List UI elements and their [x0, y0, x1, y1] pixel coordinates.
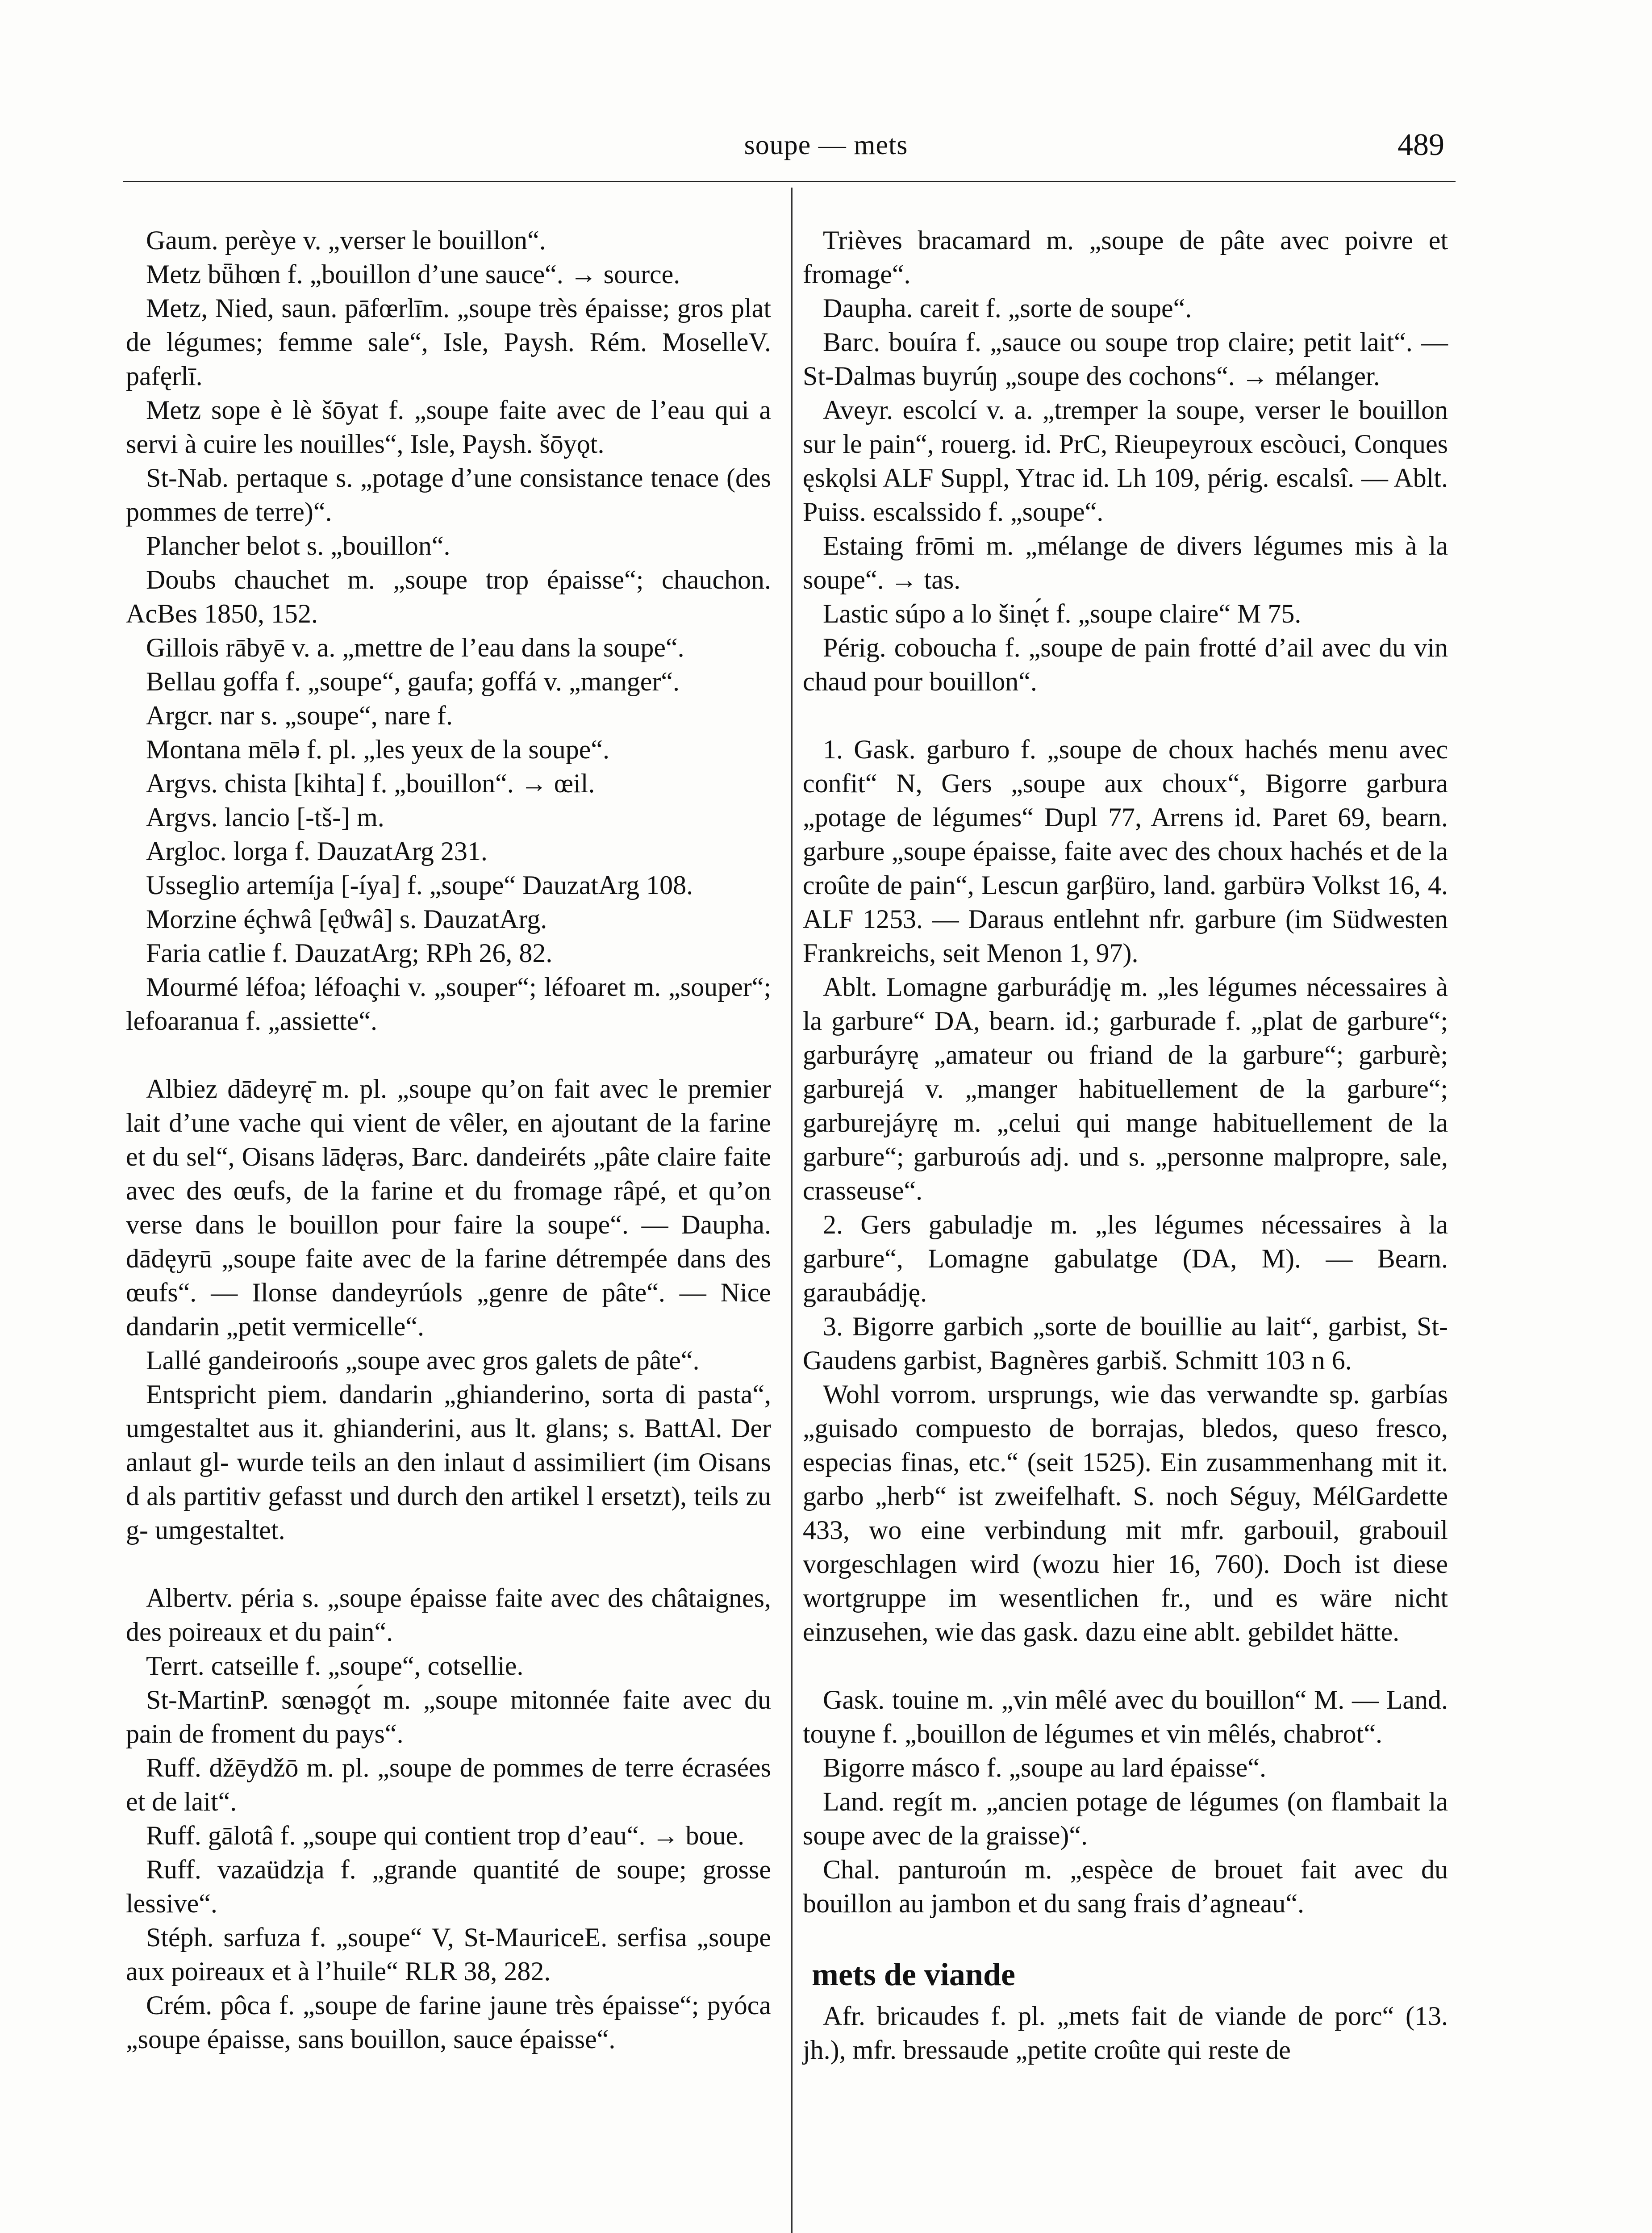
entry-paragraph: Mourmé léfoa; léfoaçhi v. „souper“; léfoaret m. „souper“; lefoaranua f. „assiette“.	[126, 972, 771, 1036]
right-column	[803, 223, 1448, 2067]
entry-paragraph: Afr. bricaudes f. pl. „mets fait de viande de porc“ (13. jh.), mfr. bressaude „petite croûte qui reste de	[803, 2001, 1448, 2065]
entry-paragraph: Bellau goffa f. „soupe“, gaufa; goffá v. „manger“.	[146, 667, 680, 696]
entry-paragraph: Gaum. perèye v. „verser le bouillon“.	[146, 226, 546, 255]
entry-paragraph: St-MartinP. sœnəgǫ́t m. „soupe mitonnée faite avec du pain de froment du pays“.	[126, 1685, 771, 1748]
entry-paragraph: Plancher belot s. „bouillon“.	[146, 531, 451, 560]
entry-paragraph: 1. Gask. garburo f. „soupe de choux hachés menu avec confit“ N, Gers „soupe aux choux“, Bigorre garbura „potage de légumes“ Dupl 77, Arrens id. Paret 69, bearn. garbure „soupe épaisse, faite avec des choux hachés et de la croûte de pain“, Lescun garβüro, land. garbürə Volkst 16, 4. ALF 1253. — Daraus entlehnt nfr. garbure (im Südwesten Frankreichs, seit Menon 1, 97).	[803, 735, 1448, 968]
entry-paragraph: Bigorre másco f. „soupe au lard épaisse“.	[823, 1753, 1266, 1782]
entry-paragraph: Ruff. vazaüdzįa f. „grande quantité de soupe; grosse lessive“.	[126, 1855, 771, 1918]
entry-paragraph: Metz sope è lè šōyat f. „soupe faite avec de l’eau qui a servi à cuire les nouilles“, Isle, Paysh. šōyǫt.	[126, 395, 771, 459]
entry-paragraph: Argcr. nar s. „soupe“, nare f.	[146, 701, 453, 730]
entry-paragraph: Périg. coboucha f. „soupe de pain frotté d’ail avec du vin chaud pour bouillon“.	[803, 633, 1448, 696]
page-number: 489	[1398, 128, 1444, 162]
entry-paragraph: Albiez dādeyrę̄ m. pl. „soupe qu’on fait avec le premier lait d’une vache qui vient de vêler, en ajoutant de la farine et du sel“, Oisans lādęrəs, Barc. dandeiréts „pâte claire faite avec des œufs, de la farine et du fromage râpé, et qu’on verse dans le bouillon pour faire la soupe“. — Daupha. dādęyrū „soupe faite avec de la farine détrempée dans des œufs“. — Ilonse dandeyrúols „genre de pâte“. — Nice dandarin „petit vermicelle“.	[126, 1074, 771, 1341]
entry-paragraph: Lastic súpo a lo šinẹ́t f. „soupe claire“ M 75.	[823, 599, 1302, 628]
etymology-paragraph: Wohl vorrom. ursprungs, wie das verwandte sp. garbías „guisado compuesto de borrajas, bledos, queso fresco, especias finas, etc.“ (seit 1525). Ein zusammenhang mit it. garbo „herb“ ist zweifelhaft. S. noch Séguy, MélGardette 433, wo eine verbindung mit mfr. garbouil, grabouil vorgeschlagen wird (wozu hier 16, 760). Doch ist diese wortgruppe im wesentlichen fr., und es wäre nicht einzusehen, wie das gask. dazu eine ablt. gebildet hätte.	[803, 1380, 1448, 1647]
entry-paragraph: Argvs. lancio [-tš-] m.	[146, 803, 384, 832]
entry-paragraph: Usseglio artemíja [-íya] f. „soupe“ DauzatArg 108.	[146, 870, 693, 900]
etymology-paragraph: Entspricht piem. dandarin „ghianderino, sorta di pasta“, umgestaltet aus it. ghianderini, aus lt. glans; s. BattAl. Der anlaut gl- wurde teils an den inlaut d assimiliert (im Oisans d als partitiv gefasst und durch den artikel l ersetzt), teils zu g- umgestaltet.	[126, 1380, 771, 1545]
entry-paragraph: Argvs. chista [kihta] f. „bouillon“. → œil.	[146, 769, 595, 798]
section-heading: mets de viande	[812, 1957, 1015, 1992]
entry-paragraph: Argloc. lorga f. DauzatArg 231.	[146, 836, 488, 866]
entry-paragraph: Ablt. Lomagne garburádję m. „les légumes nécessaires à la garbure“ DA, bearn. id.; garburade f. „plat de garbure“; garburáyrę „amateur ou friand de la garbure“; garburè; garburejá v. „manger habituellement de la garbure“; garburejáyrę m. „celui qui mange habituellement de la garbure“; garburoús adj. und s. „personne malpropre, sale, crasseuse“.	[803, 972, 1448, 1205]
entry-paragraph: Doubs chauchet m. „soupe trop épaisse“; chauchon. AcBes 1850, 152.	[126, 565, 771, 628]
entry-paragraph: 2. Gers gabuladje m. „les légumes nécessaires à la garbure“, Lomagne gabulatge (DA, M). — Bearn. garaubádję.	[803, 1210, 1448, 1307]
entry-paragraph: 3. Bigorre garbich „sorte de bouillie au lait“, garbist, St-Gaudens garbist, Bagnères garbiš. Schmitt 103 n 6.	[803, 1312, 1448, 1375]
entry-paragraph: Ruff. džēydžō m. pl. „soupe de pommes de terre écrasées et de lait“.	[126, 1753, 771, 1816]
entry-paragraph: Faria catlie f. DauzatArg; RPh 26, 82.	[146, 938, 553, 968]
entry-paragraph: Morzine éçhwâ [ęϑwâ] s. DauzatArg.	[146, 904, 547, 934]
entry-paragraph: Metz bǖhœn f. „bouillon d’une sauce“. → source.	[146, 259, 680, 289]
entry-paragraph: Land. regít m. „ancien potage de légumes (on flambait la soupe avec de la graisse)“.	[803, 1787, 1448, 1850]
entry-paragraph: Metz, Nied, saun. pāfœrlīm. „soupe très épaisse; gros plat de légumes; femme sale“, Isle, Paysh. Rém. MoselleV. pafęrlī.	[126, 293, 771, 391]
left-column	[126, 223, 771, 2056]
entry-paragraph: Crém. pôca f. „soupe de farine jaune très épaisse“; pyóca „soupe épaisse, sans bouillon, sauce épaisse“.	[126, 1990, 771, 2054]
entry-paragraph: Chal. panturoún m. „espèce de brouet fait avec du bouillon au jambon et du sang frais d’agneau“.	[803, 1855, 1448, 1918]
header-rule	[123, 181, 1456, 182]
entry-paragraph: Montana mēlə f. pl. „les yeux de la soupe“.	[146, 735, 609, 764]
entry-paragraph: Aveyr. escolcí v. a. „tremper la soupe, verser le bouillon sur le pain“, rouerg. id. PrC, Rieupeyroux escòuci, Conques ęskǫlsi ALF Suppl, Ytrac id. Lh 109, périg. escalsî. — Ablt. Puiss. escalssido f. „soupe“.	[803, 395, 1448, 527]
entry-paragraph: Gask. touine m. „vin mêlé avec du bouillon“ M. — Land. touyne f. „bouillon de légumes et vin mêlés, chabrot“.	[803, 1685, 1448, 1748]
entry-paragraph: Estaing frōmi m. „mélange de divers légumes mis à la soupe“. → tas.	[803, 531, 1448, 594]
entry-paragraph: St-Nab. pertaque s. „potage d’une consistance tenace (des pommes de terre)“.	[126, 463, 771, 527]
entry-paragraph: Stéph. sarfuza f. „soupe“ V, St-MauriceE. serfisa „soupe aux poireaux et à l’huile“ RLR 38, 282.	[126, 1923, 771, 1986]
entry-paragraph: Ruff. gālotâ f. „soupe qui contient trop d’eau“. → boue.	[146, 1821, 745, 1850]
entry-paragraph: Barc. bouíra f. „sauce ou soupe trop claire; petit lait“. — St-Dalmas buyrúŋ „soupe des cochons“. → mélanger.	[803, 327, 1448, 391]
entry-paragraph: Albertv. péria s. „soupe épaisse faite avec des châtaignes, des poireaux et du pain“.	[126, 1583, 771, 1647]
page-header	[0, 0, 1652, 179]
column-divider	[791, 188, 793, 2233]
entry-paragraph: Terrt. catseille f. „soupe“, cotsellie.	[146, 1651, 524, 1681]
entry-paragraph: Lallé gandeiroońs „soupe avec gros galets de pâte“.	[146, 1346, 700, 1375]
entry-paragraph: Trièves bracamard m. „soupe de pâte avec poivre et fromage“.	[803, 226, 1448, 289]
running-title: soupe — mets	[744, 130, 908, 160]
entry-paragraph: Gillois rābyē v. a. „mettre de l’eau dans la soupe“.	[146, 633, 684, 662]
entry-paragraph: Daupha. careit f. „sorte de soupe“.	[823, 293, 1192, 323]
